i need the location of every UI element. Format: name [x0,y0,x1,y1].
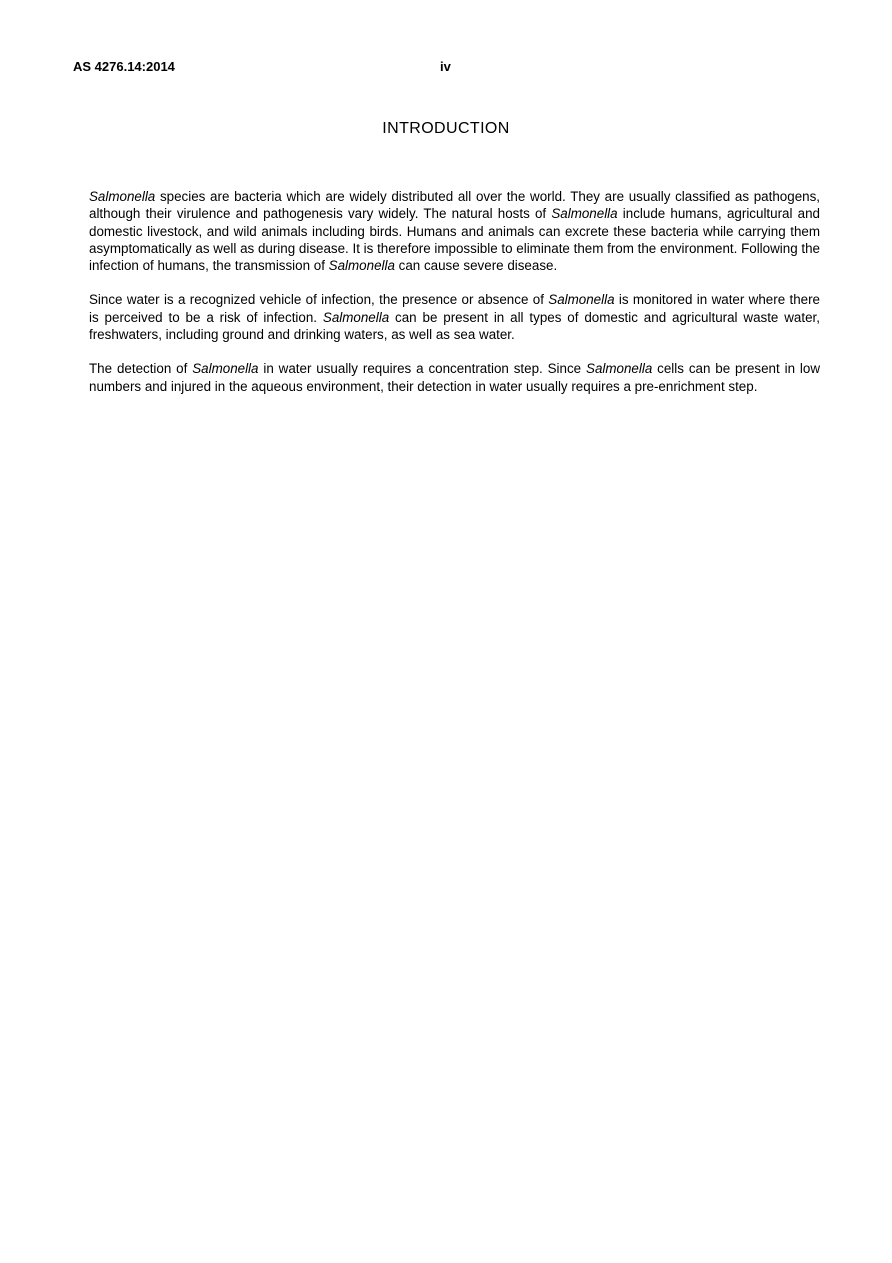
italic-term: Salmonella [322,309,390,325]
paragraph-text: can be present in all types of domestic and agricultural waste water, freshwaters, including ground and drinking waters, as well as sea water. [89,309,820,343]
italic-term: Salmonella [586,361,653,377]
page-header [0,59,892,77]
paragraph-text: include humans, agricultural and domestic livestock, and wild animals including birds. Humans and animals can excrete these bacteria while carrying them asymptomatically as well as during disease. It is therefore impossible to eliminate them from the environment. Following the infection of humans, the transmission of [89,206,820,274]
italic-term: Salmonella [89,189,156,204]
paragraph [89,291,820,343]
paragraph-text: is monitored in water where there is perceived to be a risk of infection. [89,292,821,325]
italic-term: Salmonella [548,292,615,308]
paragraph-text: can cause severe disease. [394,258,558,274]
italic-term: Salmonella [192,361,259,377]
document-id: AS 4276.14:2014 [73,59,175,74]
section-title: INTRODUCTION [382,120,510,137]
paragraph-text: in water usually requires a concentration step. Since [258,361,587,377]
italic-term: Salmonella [328,258,395,274]
italic-term: Salmonella [551,206,618,222]
paragraph-text: species are bacteria which are widely distributed all over the world. They are usually classified as pathogens, although their virulence and pathogenesis vary widely. The natural hosts of [89,189,820,222]
page-number: iv [440,59,451,74]
paragraph [89,360,820,395]
paragraph-text: The detection of [89,361,193,377]
paragraph-text: cells can be present in low numbers and injured in the aqueous environment, their detection in water usually requires a pre-enrichment step. [89,361,820,394]
paragraph [89,188,820,274]
document-body [89,188,820,412]
paragraph-text: Since water is a recognized vehicle of infection, the presence or absence of [89,292,549,308]
